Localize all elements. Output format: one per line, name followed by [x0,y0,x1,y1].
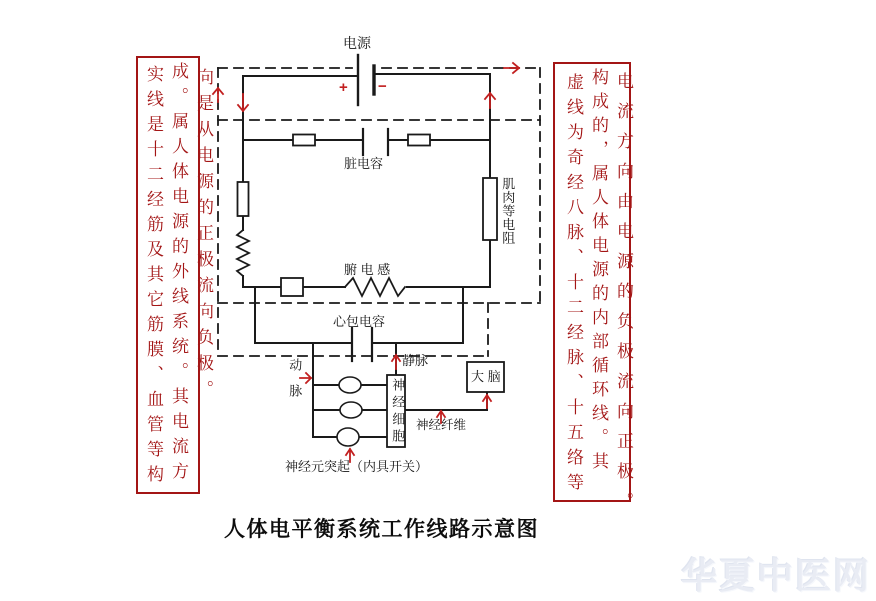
left-panel-column-3: 向是从电源的正极流向负极。 [194,68,213,406]
right-panel-column-2: 构成的，属人体电源的内部循环线。其 [589,68,608,476]
brain-label: 大 脑 [471,369,501,384]
right-panel-column-1: 虚线为奇经八脉、十二经脉、十五络等 [564,73,583,498]
brain-up-arrow-icon [483,395,491,408]
left-panel-column-1: 实线是十二经筋及其它筋膜、血管等构 [144,65,163,490]
solid-external-circuit-wires [243,74,490,437]
nerve-fiber-label: 神经纤维 [416,418,467,432]
organ-capacitor-label: 脏电容 [344,156,384,171]
vein-label: 静脉 [402,353,429,368]
nerve-cell-label: 神经细胞 [390,378,406,446]
battery-icon [358,55,374,105]
site-watermark: 华夏中医网 [681,555,872,596]
left-annotation-panel [136,56,213,494]
battery-minus-sign: − [378,78,387,95]
bowel-inductor-icon [345,278,405,296]
neuron-process-label: 神经元突起（内具开关） [285,459,429,474]
bowel-inductor-label: 腑 电 感 [344,262,391,277]
neuron-cell-icons [337,377,362,446]
solid-right-up-arrow-icon [485,93,495,108]
muscle-resistance-label: 肌肉等电阻 [500,177,516,245]
left-panel-column-2: 成。属人体电源的外线系统。其电流方 [169,62,188,487]
battery-plus-sign: + [339,79,348,96]
right-annotation-panel [553,62,633,522]
pericardium-capacitor-label: 心包电容 [333,314,386,329]
artery-label: 动脉 [287,358,303,410]
power-source-label: 电源 [343,35,371,51]
diagram-title: 人体电平衡系统工作线路示意图 [224,517,539,541]
solid-left-down-arrow-icon [238,94,248,111]
organ-capacitor-icon [363,129,388,155]
right-panel-column-3: 电流方向由电源的负极流向正极。 [614,72,633,522]
zigzag-resistor-icon [237,230,249,276]
vein-up-arrow-icon [392,355,400,369]
dashed-top-right-arrow-icon [504,63,519,73]
